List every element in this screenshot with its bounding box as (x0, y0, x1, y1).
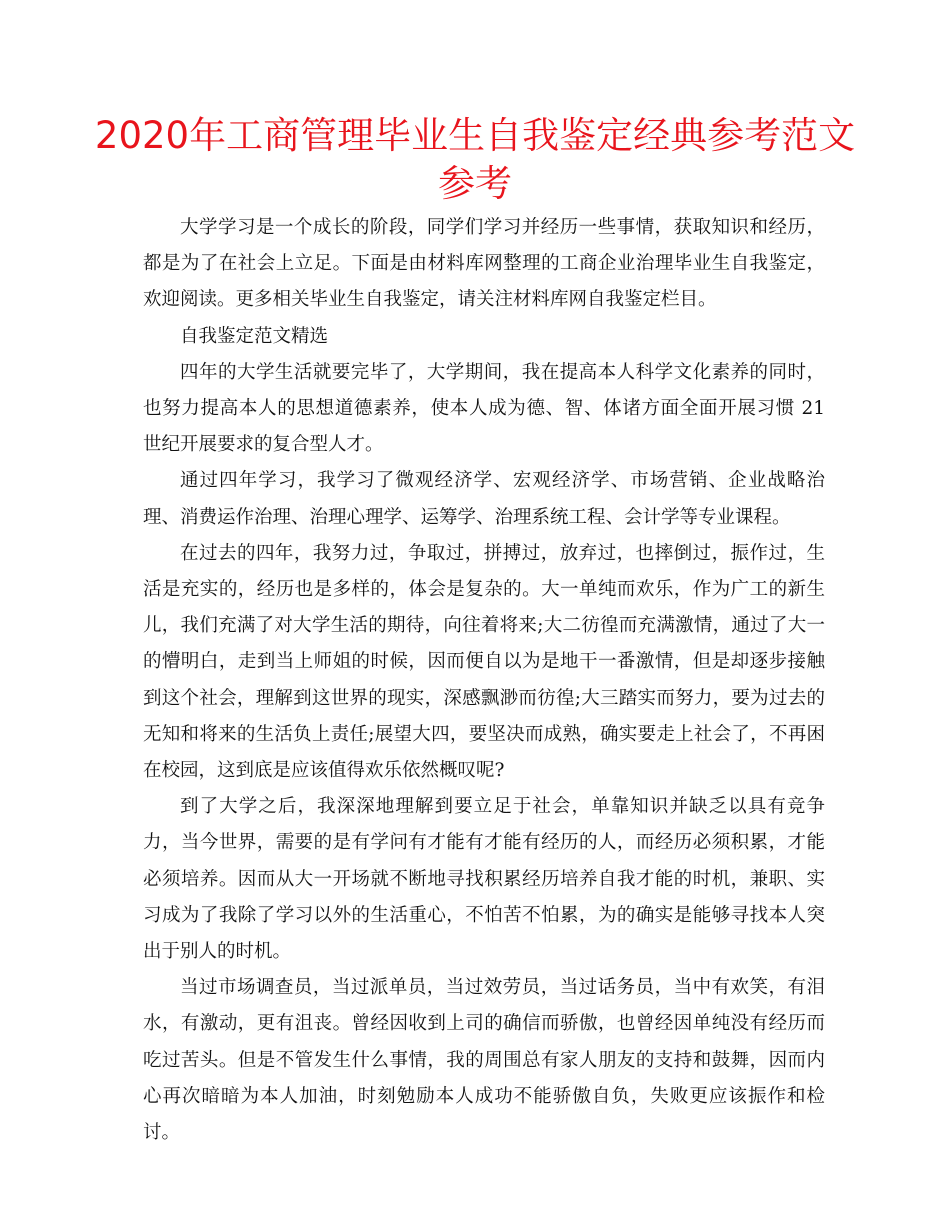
intro-paragraph: 大学学习是一个成长的阶段，同学们学习并经历一些事情，获取知识和经历，都是为了在社会上立足。下面是由材料库网整理的工商企业治理毕业生自我鉴定，欢迎阅读。更多相关毕业生自我鉴定，请关注材料库网自我鉴定栏目。 (143, 217, 825, 311)
body-paragraph: 四年的大学生活就要完毕了，大学期间，我在提高本人科学文化素养的同时，也努力提高本人的思想道德素养，使本人成为德、智、体诸方面全面开展习惯 21 世纪开展要求的复合型人才。 (143, 361, 825, 456)
document-title: 2020年工商管理毕业生自我鉴定经典参考范文参考 (94, 114, 856, 205)
body-paragraph: 当过市场调查员，当过派单员，当过效劳员，当过话务员，当中有欢笑，有泪水，有激动，更有沮丧。曾经因收到上司的确信而骄傲，也曾经因单纯没有经历而吃过苦头。但是不管发生什么事情，我的周围总有家人朋友的支持和鼓舞，因而内心再次暗暗为本人加油，时刻勉励本人成功不能骄傲自负，失败更应该振作和检讨。 (143, 977, 825, 1144)
body-paragraph: 通过四年学习，我学习了微观经济学、宏观经济学、市场营销、企业战略治理、消费运作治理、治理心理学、运筹学、治理系统工程、会计学等专业课程。 (143, 470, 825, 528)
body-paragraph: 在过去的四年，我努力过，争取过，拼搏过，放弃过，也摔倒过，振作过，生活是充实的，经历也是多样的，体会是复杂的。大一单纯而欢乐，作为广工的新生儿，我们充满了对大学生活的期待，向往着将来;大二彷徨而充满激情，通过了大一的懵明白，走到当上师姐的时候，因而便自以为是地干一番激情，但是却逐步接触到这个社会，理解到这世界的现实，深感飘渺而彷徨;大三踏实而努力，要为过去的无知和将来的生活负上责任;展望大四，要坚决而成熟，确实要走上社会了，不再困在校园，这到底是应该值得欢乐依然概叹呢? (143, 542, 825, 782)
body-paragraph: 到了大学之后，我深深地理解到要立足于社会，单靠知识并缺乏以具有竞争力，当今世界，需要的是有学问有才能有才能有经历的人，而经历必须积累，才能必须培养。因而从大一开场就不断地寻找积累经历培养自我才能的时机，兼职、实习成为了我除了学习以外的生活重心，不怕苦不怕累，为的确实是能够寻找本人突出于别人的时机。 (143, 796, 825, 963)
document-body (143, 210, 825, 1151)
section-heading: 自我鉴定范文精选 (180, 325, 329, 347)
